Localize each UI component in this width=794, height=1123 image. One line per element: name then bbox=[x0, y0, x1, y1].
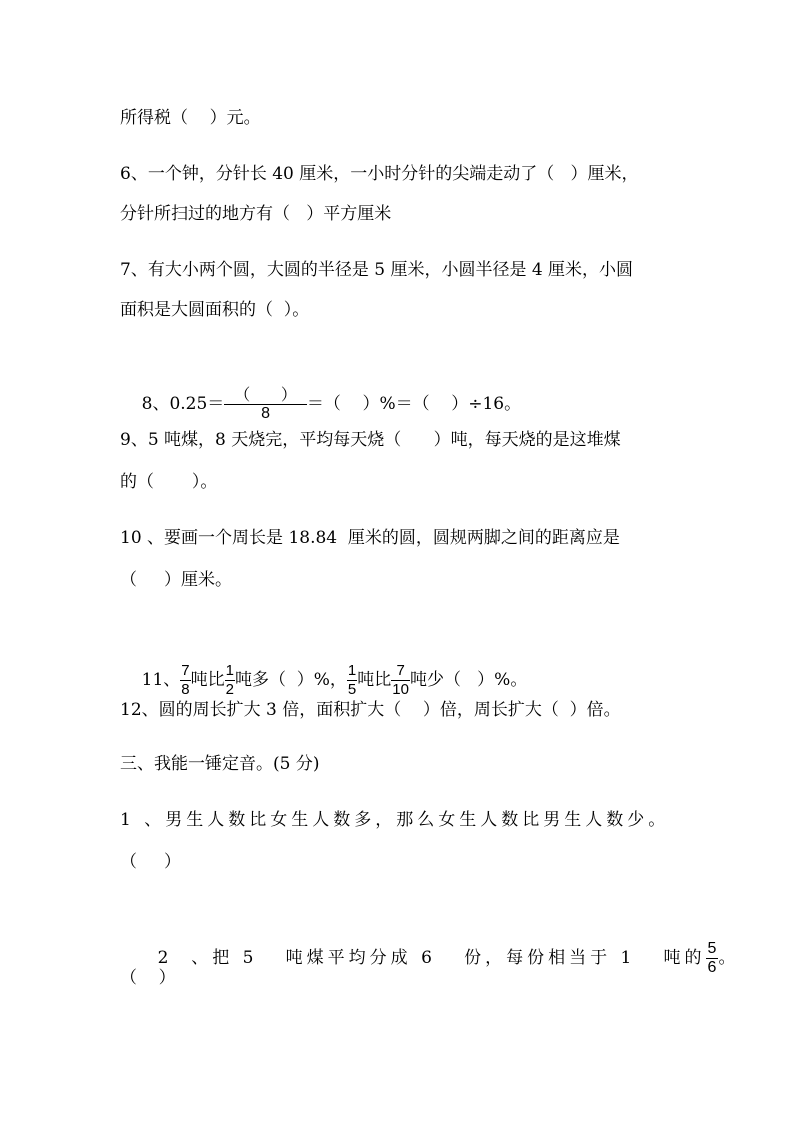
fraction-numerator: 1 bbox=[347, 662, 357, 679]
judge-2-fraction bbox=[706, 940, 719, 977]
q11-fraction-1 bbox=[180, 662, 190, 699]
q8-suffix: ＝（ ）%＝（ ）÷16。 bbox=[306, 394, 522, 414]
fraction-denominator: 8 bbox=[181, 681, 190, 698]
q6-line1: 6、一个钟，分针长 40 厘米，一小时分针的尖端走动了（ ）厘米， bbox=[120, 164, 639, 184]
q11-fraction-2 bbox=[225, 662, 235, 699]
fraction-denominator: 5 bbox=[347, 681, 357, 698]
fraction-numerator: 5 bbox=[707, 940, 717, 957]
fraction-numerator: 1 bbox=[225, 662, 234, 679]
q5-continuation: 所得税（ ）元。 bbox=[120, 108, 261, 128]
q11-fraction-3 bbox=[347, 662, 357, 699]
fraction-denominator: 2 bbox=[225, 681, 234, 698]
q7-line1: 7、有大小两个圆，大圆的半径是 5 厘米，小圆半径是 4 厘米，小圆 bbox=[120, 260, 634, 280]
q12-line: 12、圆的周长扩大 3 倍，面积扩大（ ）倍，周长扩大（ ）倍。 bbox=[120, 700, 621, 720]
q8-fraction-numerator: （ ） bbox=[234, 385, 297, 404]
q6-line2: 分针所扫过的地方有（ ）平方厘米 bbox=[120, 204, 392, 224]
judge-1-answer: （ ） bbox=[120, 852, 182, 872]
q8-fraction bbox=[224, 386, 307, 423]
judge-1-line1: 1 、男生人数比女生人数多，那么女生人数比男生人数少。 bbox=[120, 810, 670, 830]
q9-line1: 9、5 吨煤，8 天烧完，平均每天烧（ ）吨，每天烧的是这堆煤 bbox=[120, 430, 621, 450]
q11-fraction-4 bbox=[391, 662, 410, 699]
q10-line1: 10 、要画一个周长是 18.84 厘米的圆，圆规两脚之间的距离应是 bbox=[120, 528, 620, 548]
q10-line2: （ ）厘米。 bbox=[120, 570, 233, 590]
q11-text-1: 吨比 bbox=[190, 670, 225, 690]
judge-2-period: 。 bbox=[718, 948, 740, 968]
fraction-numerator: 7 bbox=[181, 662, 190, 679]
fraction-denominator: 10 bbox=[392, 681, 409, 698]
judge-2-answer: （ ） bbox=[120, 968, 176, 988]
q11-text-3: 吨比 bbox=[357, 670, 392, 690]
fraction-numerator: 7 bbox=[396, 662, 405, 679]
q8-prefix: 8、0.25＝ bbox=[141, 394, 225, 414]
section-3-heading: 三、我能一锤定音。(5 分) bbox=[120, 754, 320, 774]
fraction-denominator: 6 bbox=[707, 959, 717, 976]
judge-2-line1 bbox=[120, 916, 739, 1001]
judge-2-text: 2 、把 5 吨煤平均分成 6 份，每份相当于 1 吨的 bbox=[157, 948, 706, 968]
q11-text-4: 吨少（ ）%。 bbox=[409, 670, 528, 690]
q9-line2: 的（ ）。 bbox=[120, 472, 218, 492]
q11-prefix: 11、 bbox=[141, 670, 181, 690]
q8-fraction-denominator: 8 bbox=[261, 405, 271, 422]
q7-line2: 面积是大圆面积的（ ）。 bbox=[120, 300, 310, 320]
q11-text-2: 吨多（ ）%， bbox=[234, 670, 347, 690]
